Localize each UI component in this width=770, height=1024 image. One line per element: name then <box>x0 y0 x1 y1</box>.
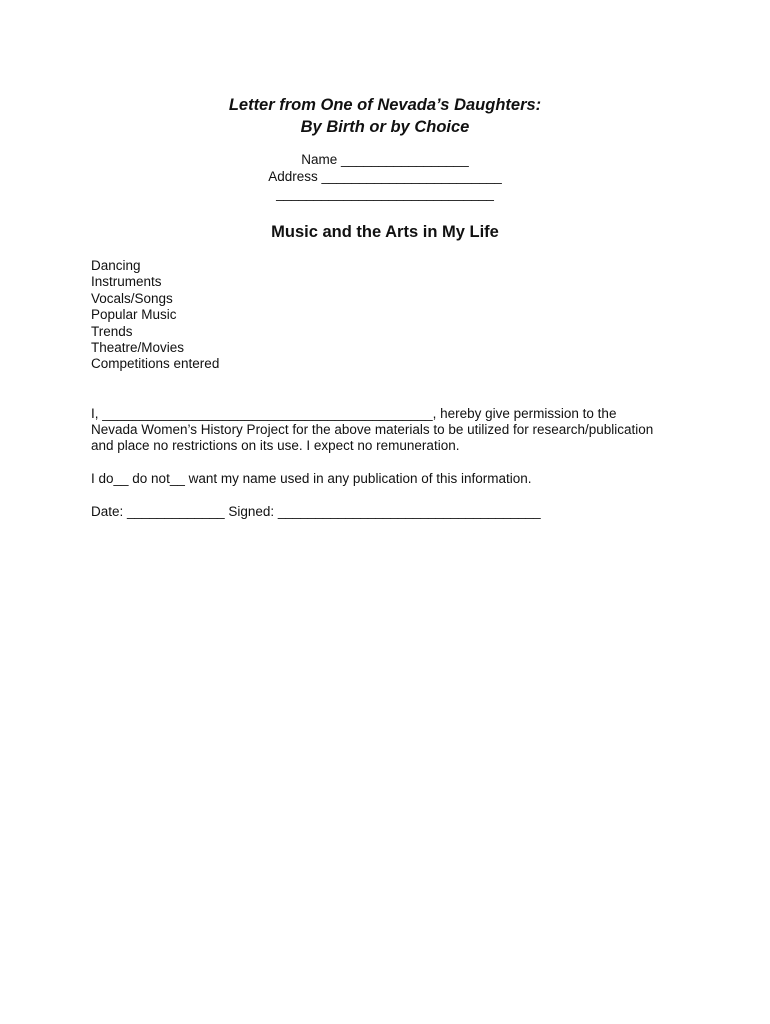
contact-fields <box>0 151 770 202</box>
list-item: Competitions entered <box>91 356 220 372</box>
title-line-2: By Birth or by Choice <box>300 118 470 136</box>
date-signature-line[interactable]: Date: _____________ Signed: ___________________________________ <box>91 504 541 519</box>
address-field[interactable]: Address ________________________ <box>268 169 502 184</box>
topic-list <box>91 258 219 373</box>
document-title <box>0 94 770 138</box>
title-line-1: Letter from One of Nevada’s Daughters: <box>228 96 542 114</box>
list-item: Vocals/Songs <box>91 290 173 306</box>
list-item: Popular Music <box>91 307 177 323</box>
list-item: Trends <box>91 323 133 339</box>
section-heading: Music and the Arts in My Life <box>271 223 499 241</box>
name-preference-statement: I do__ do not__ want my name used in any publication of this information. <box>91 471 532 486</box>
list-item: Instruments <box>91 274 162 290</box>
address-continued-field[interactable]: _____________________________ <box>276 186 494 201</box>
list-item: Theatre/Movies <box>91 340 185 356</box>
name-field[interactable]: Name _________________ <box>301 152 469 167</box>
permission-statement: I, ____________________________________________, hereby give permission to the Nevada Women’s History Project for the above materials to be utilized for research/publication and place no restrictions on its use. I expect no remuneration. <box>91 406 654 454</box>
list-item: Dancing <box>91 258 141 273</box>
